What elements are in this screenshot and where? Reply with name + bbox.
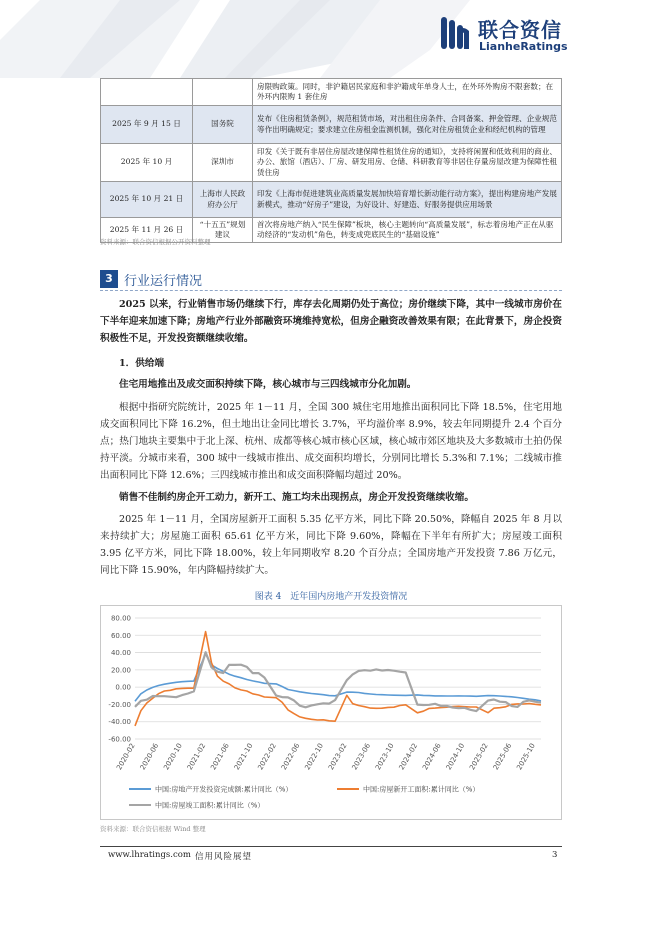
x-tick-label: 2020-02 bbox=[115, 742, 137, 772]
header-background-pattern bbox=[0, 0, 662, 78]
table-cell-org: 深圳市 bbox=[193, 144, 253, 182]
table-cell-date bbox=[101, 79, 193, 106]
table-cell-org: 国务院 bbox=[193, 106, 253, 144]
table-row bbox=[101, 182, 562, 218]
section-heading bbox=[100, 270, 202, 288]
footer-website-link[interactable]: www.lhratings.com bbox=[108, 850, 191, 860]
series-line-2 bbox=[135, 632, 541, 726]
page-number: 3 bbox=[552, 850, 558, 860]
y-tick-label: 40.00 bbox=[110, 649, 131, 658]
table-cell-org: 上海市人民政府办公厅 bbox=[193, 182, 253, 218]
table-source-note: 资料来源：联合资信根据公开资料整理 bbox=[100, 238, 211, 246]
footer-divider bbox=[100, 846, 562, 847]
x-tick-label: 2022-02 bbox=[256, 742, 278, 772]
table-cell-content: 房限购政策。同时，非沪籍居民家庭和非沪籍成年单身人士，在外环外购房不限套数；在外环内限购 1 套住房 bbox=[253, 79, 562, 106]
table-row bbox=[101, 144, 562, 182]
legend-label: 中国:房地产开发投资完成额:累计同比（%） bbox=[155, 785, 293, 794]
policy-table bbox=[100, 78, 562, 243]
y-tick-label: -40.00 bbox=[108, 718, 131, 727]
page-header bbox=[0, 0, 662, 78]
x-tick-label: 2023-06 bbox=[350, 742, 373, 772]
table-cell-org: “十五五”规划建议 bbox=[193, 218, 253, 243]
section-title: 行业运行情况 bbox=[124, 273, 203, 289]
x-tick-label: 2021-10 bbox=[232, 742, 255, 772]
body-paragraph: 2025 年 1－11 月，全国房屋新开工面积 5.35 亿平方米，同比下降 20.50%，降幅自 2025 年 8 月以来持续扩大；房屋施工面积 65.61 亿平方米，同比下降 9.60%，降幅在下半年有所扩大；房屋竣工面积 3.95 亿平方米，同比下降 18.00%，较上年同期收窄 8.20 个百分点；全国房地产开发投资 7.86 万亿元，同比下降 15.90%，年内降幅持续扩大。 bbox=[100, 514, 562, 576]
table-row bbox=[101, 79, 562, 106]
y-tick-label: 60.00 bbox=[110, 631, 131, 640]
legend-label: 中国:房屋新开工面积:累计同比（%） bbox=[363, 785, 480, 794]
lianhe-logo-icon bbox=[440, 16, 470, 50]
table-cell-content: 首次将房地产纳入“民生保障”板块，核心主题转向“高质量发展”，标志着房地产正在从驱动经济的“发动机”角色，转变成兜底民生的“基础设施” bbox=[253, 218, 562, 243]
x-tick-label: 2021-02 bbox=[185, 742, 208, 772]
x-tick-label: 2024-02 bbox=[397, 742, 420, 772]
finding-heading: 住宅用地推出及成交面积持续下降，核心城市与三四线城市分化加剧。 bbox=[119, 379, 417, 390]
y-tick-label: -20.00 bbox=[108, 700, 131, 709]
x-tick-label: 2022-10 bbox=[303, 742, 326, 772]
table-cell-content: 印发《关于既有非居住房屋改建保障性租赁住房的通知》，支持将闲置和低效利用的商业、办公、旅馆（酒店）、厂房、研发用房、仓储、科研教育等非居住存量房屋改建为保障性租赁住房 bbox=[253, 144, 562, 182]
table-cell-content: 印发《上海市促进建筑业高质量发展加快培育增长新动能行动方案》，提出构建房地产发展新模式，推动“好房子”建设，为好设计、好建造、好服务提供应用场景 bbox=[253, 182, 562, 218]
x-tick-label: 2022-06 bbox=[279, 742, 302, 772]
brand-name-cn: 联合资信 bbox=[478, 18, 562, 42]
series-line-3 bbox=[135, 652, 541, 711]
figure-title: 图表 4 近年国内房地产开发投资情况 bbox=[254, 592, 408, 602]
table-cell-date: 2025 年 10 月 21 日 bbox=[101, 182, 193, 218]
subsection-heading: 1．供给端 bbox=[119, 358, 165, 369]
table-cell-org bbox=[193, 79, 253, 106]
legend-label: 中国:房屋竣工面积:累计同比（%） bbox=[155, 801, 265, 810]
finding-heading: 销售不佳制约房企开工动力，新开工、施工均未出现拐点，房企开发投资继续收缩。 bbox=[119, 492, 474, 503]
y-tick-label: 80.00 bbox=[110, 614, 131, 623]
x-tick-label: 2024-10 bbox=[444, 742, 467, 772]
table-cell-date: 2025 年 9 月 15 日 bbox=[101, 106, 193, 144]
x-tick-label: 2020-10 bbox=[162, 742, 184, 772]
x-tick-label: 2025-02 bbox=[468, 742, 490, 772]
brand-name-en: LianheRatings bbox=[479, 40, 568, 53]
table-cell-date: 2025 年 10 月 bbox=[101, 144, 193, 182]
x-tick-label: 2023-02 bbox=[327, 742, 349, 772]
table-row bbox=[101, 106, 562, 144]
y-tick-label: -60.00 bbox=[108, 735, 131, 744]
body-paragraph: 根据中指研究院统计，2025 年 1－11 月，全国 300 城住宅用地推出面积同比下降 18.5%，住宅用地成交面积同比下降 16.2%，但土地出让金同比增长 3.7%，平均溢价率 8.9%，较去年同期提升 2.4 个百分点；热门地块主要集中于北上深、杭州、成都等核心城市核心区域，核心城市郊区地块及大多数城市土拍仍保持平淡。分城市来看，300 城中一线城市推出、成交面积均增长，分别同比增长 5.3%和 7.1%；二线城市推出面积同比下降 12.6%；三四线城市推出和成交面积降幅均超过 20%。 bbox=[100, 402, 562, 481]
y-tick-label: 0.00 bbox=[115, 683, 131, 692]
x-tick-label: 2023-10 bbox=[374, 742, 396, 772]
x-tick-label: 2024-06 bbox=[421, 742, 443, 772]
table-cell-date: 2025 年 11 月 26 日 bbox=[101, 218, 193, 243]
x-tick-label: 2021-06 bbox=[209, 742, 231, 772]
line-chart bbox=[101, 606, 561, 819]
x-tick-label: 2025-10 bbox=[515, 742, 537, 772]
chart-container bbox=[100, 605, 562, 820]
x-tick-label: 2020-06 bbox=[138, 742, 161, 772]
section-divider bbox=[100, 290, 562, 291]
section-summary: 2025 以来，行业销售市场仍继续下行，库存去化周期仍处于高位；房价继续下降，其中一线城市房价在下半年迎来加速下降；房地产行业外部融资环境维持宽松，但房企融资改善效果有限；在此背景下，房企投资积极性不足，开发投资额继续收缩。 bbox=[100, 299, 562, 344]
y-tick-label: 20.00 bbox=[110, 666, 131, 675]
chart-source-note: 资料来源：联合资信根据 Wind 整理 bbox=[100, 825, 206, 833]
section-number: 3 bbox=[100, 270, 118, 288]
x-tick-label: 2025-06 bbox=[491, 742, 514, 772]
table-cell-content: 发布《住房租赁条例》，规范租赁市场，对出租住房条件、合同备案、押金管理、企业规范等作出明确规定；要求建立住房租金监测机制，强化对住房租赁企业和经纪机构的管理 bbox=[253, 106, 562, 144]
footer-slogan: 信用风险展望 bbox=[195, 852, 253, 862]
